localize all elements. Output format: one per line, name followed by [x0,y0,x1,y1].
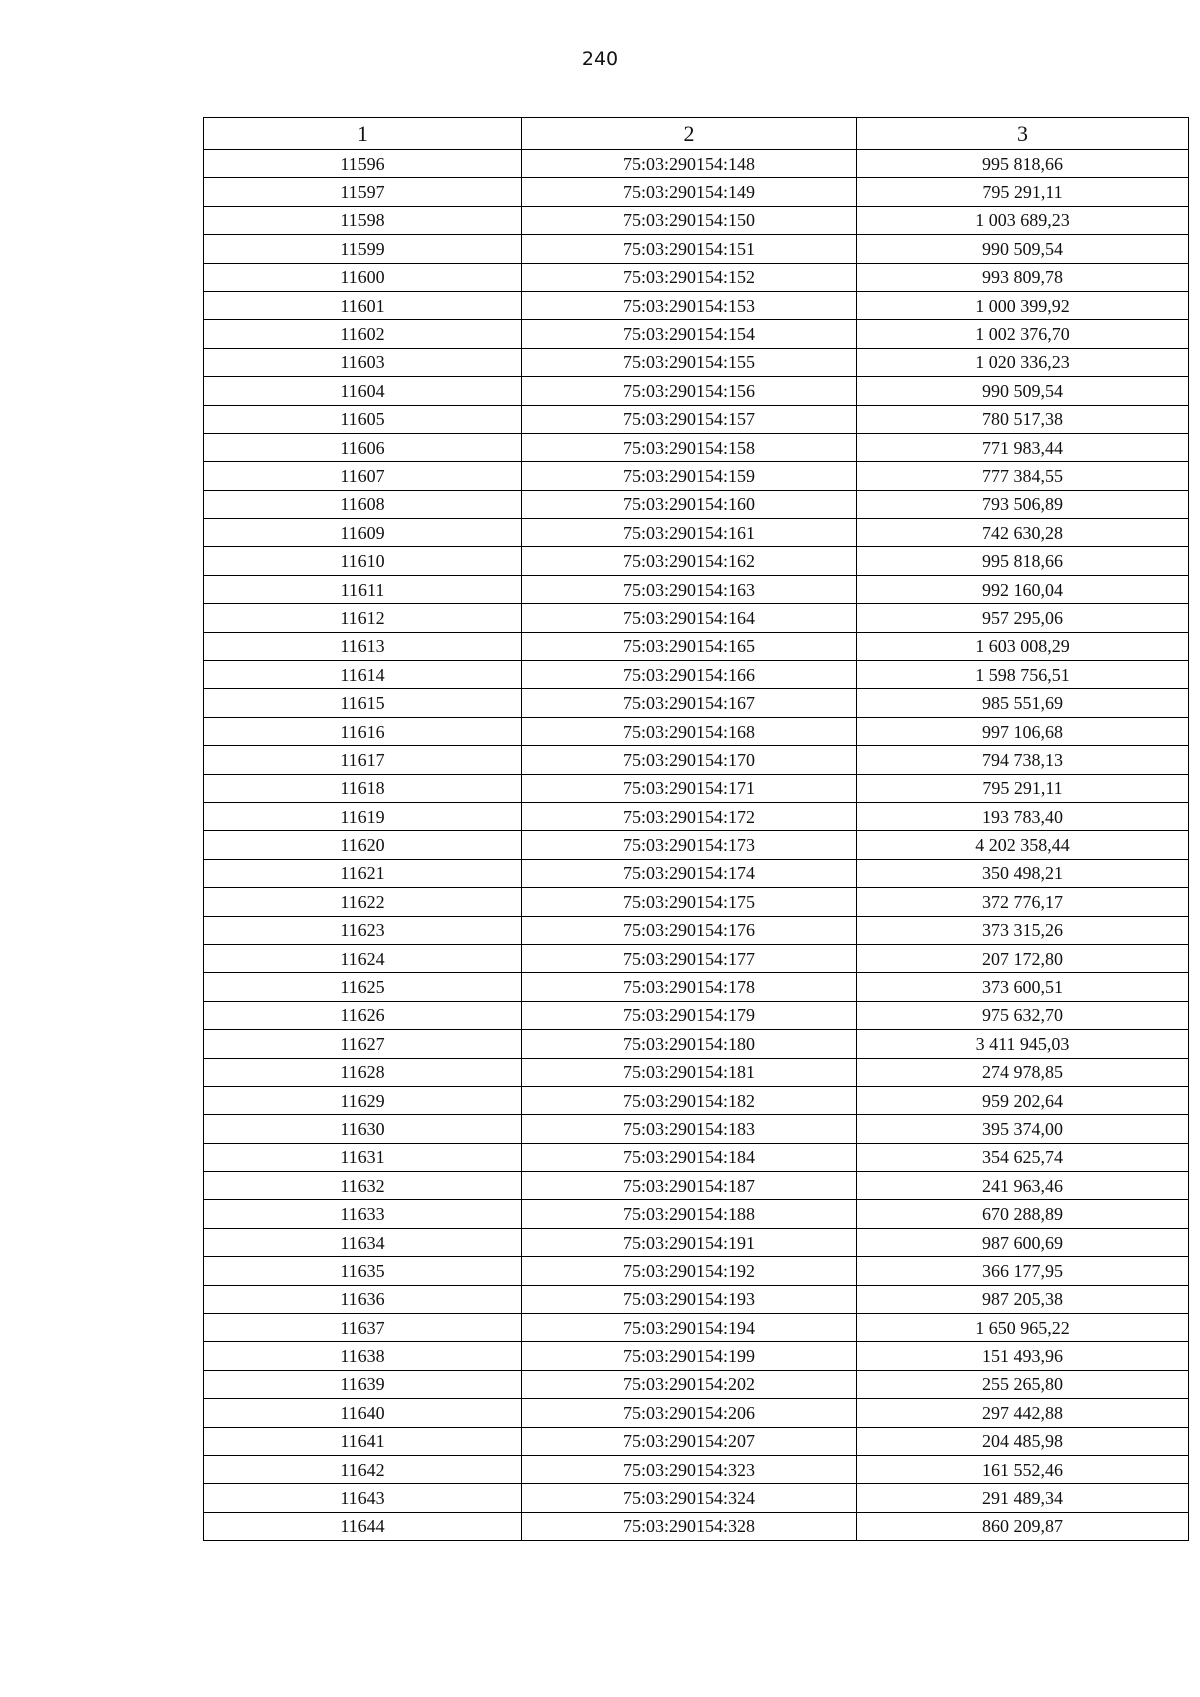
cadastral-number-cell: 75:03:290154:149 [522,178,857,206]
cadastral-number-cell: 75:03:290154:183 [522,1115,857,1143]
table-row [204,235,1189,263]
cadastral-number-cell: 75:03:290154:167 [522,689,857,717]
cadastral-number-cell: 75:03:290154:157 [522,405,857,433]
table-row [204,377,1189,405]
value-cell: 985 551,69 [857,689,1189,717]
value-cell: 993 809,78 [857,263,1189,291]
row-number-cell: 11609 [204,519,522,547]
value-cell: 193 783,40 [857,802,1189,830]
value-cell: 4 202 358,44 [857,831,1189,859]
table-row [204,632,1189,660]
value-cell: 975 632,70 [857,1001,1189,1029]
value-cell: 777 384,55 [857,462,1189,490]
row-number-cell: 11601 [204,291,522,319]
value-cell: 1 000 399,92 [857,291,1189,319]
cadastral-number-cell: 75:03:290154:153 [522,291,857,319]
value-cell: 366 177,95 [857,1257,1189,1285]
cadastral-number-cell: 75:03:290154:188 [522,1200,857,1228]
row-number-cell: 11610 [204,547,522,575]
value-cell: 990 509,54 [857,235,1189,263]
row-number-cell: 11633 [204,1200,522,1228]
table-row [204,1399,1189,1427]
cadastral-number-cell: 75:03:290154:148 [522,150,857,178]
cadastral-number-cell: 75:03:290154:159 [522,462,857,490]
row-number-cell: 11636 [204,1285,522,1313]
row-number-cell: 11634 [204,1228,522,1256]
value-cell: 771 983,44 [857,433,1189,461]
cadastral-number-cell: 75:03:290154:160 [522,490,857,518]
table-row [204,178,1189,206]
value-cell: 204 485,98 [857,1427,1189,1455]
row-number-cell: 11596 [204,150,522,178]
row-number-cell: 11600 [204,263,522,291]
value-cell: 990 509,54 [857,377,1189,405]
row-number-cell: 11608 [204,490,522,518]
value-cell: 161 552,46 [857,1455,1189,1483]
table-row [204,575,1189,603]
row-number-cell: 11598 [204,206,522,234]
row-number-cell: 11602 [204,320,522,348]
table-row [204,916,1189,944]
table-header-row [204,118,1189,150]
row-number-cell: 11623 [204,916,522,944]
table-row [204,888,1189,916]
cadastral-number-cell: 75:03:290154:324 [522,1484,857,1512]
row-number-cell: 11642 [204,1455,522,1483]
table-row [204,433,1189,461]
cadastral-number-cell: 75:03:290154:162 [522,547,857,575]
table-row [204,150,1189,178]
row-number-cell: 11631 [204,1143,522,1171]
cadastral-number-cell: 75:03:290154:173 [522,831,857,859]
table-row [204,462,1189,490]
cadastral-number-cell: 75:03:290154:168 [522,717,857,745]
value-cell: 1 020 336,23 [857,348,1189,376]
row-number-cell: 11629 [204,1086,522,1114]
table-row [204,604,1189,632]
row-number-cell: 11606 [204,433,522,461]
table-row [204,1285,1189,1313]
row-number-cell: 11619 [204,802,522,830]
cadastral-number-cell: 75:03:290154:175 [522,888,857,916]
row-number-cell: 11626 [204,1001,522,1029]
row-number-cell: 11632 [204,1172,522,1200]
value-cell: 1 003 689,23 [857,206,1189,234]
cadastral-number-cell: 75:03:290154:187 [522,1172,857,1200]
table-row [204,831,1189,859]
table-row [204,689,1189,717]
table-row [204,263,1189,291]
cadastral-number-cell: 75:03:290154:155 [522,348,857,376]
table-row [204,859,1189,887]
table-row [204,206,1189,234]
row-number-cell: 11628 [204,1058,522,1086]
cadastral-number-cell: 75:03:290154:191 [522,1228,857,1256]
cadastral-number-cell: 75:03:290154:156 [522,377,857,405]
value-cell: 995 818,66 [857,150,1189,178]
cadastral-number-cell: 75:03:290154:166 [522,661,857,689]
row-number-cell: 11617 [204,746,522,774]
value-cell: 957 295,06 [857,604,1189,632]
value-cell: 395 374,00 [857,1115,1189,1143]
cadastral-number-cell: 75:03:290154:172 [522,802,857,830]
row-number-cell: 11611 [204,575,522,603]
table-row [204,348,1189,376]
table-row [204,490,1189,518]
row-number-cell: 11630 [204,1115,522,1143]
table-row [204,1314,1189,1342]
row-number-cell: 11641 [204,1427,522,1455]
value-cell: 3 411 945,03 [857,1030,1189,1058]
value-cell: 373 315,26 [857,916,1189,944]
table-row [204,320,1189,348]
value-cell: 670 288,89 [857,1200,1189,1228]
value-cell: 959 202,64 [857,1086,1189,1114]
table-row [204,1455,1189,1483]
value-cell: 995 818,66 [857,547,1189,575]
row-number-cell: 11624 [204,944,522,972]
value-cell: 255 265,80 [857,1370,1189,1398]
cadastral-number-cell: 75:03:290154:176 [522,916,857,944]
table-row [204,746,1189,774]
value-cell: 1 002 376,70 [857,320,1189,348]
column-header-2: 2 [522,118,857,150]
row-number-cell: 11613 [204,632,522,660]
table-row [204,1086,1189,1114]
cadastral-number-cell: 75:03:290154:170 [522,746,857,774]
row-number-cell: 11603 [204,348,522,376]
table-row [204,717,1189,745]
table-row [204,1427,1189,1455]
cadastral-number-cell: 75:03:290154:161 [522,519,857,547]
cadastral-number-cell: 75:03:290154:180 [522,1030,857,1058]
value-cell: 354 625,74 [857,1143,1189,1171]
cadastral-number-cell: 75:03:290154:171 [522,774,857,802]
row-number-cell: 11627 [204,1030,522,1058]
cadastral-number-cell: 75:03:290154:328 [522,1512,857,1540]
row-number-cell: 11612 [204,604,522,632]
value-cell: 291 489,34 [857,1484,1189,1512]
value-cell: 987 600,69 [857,1228,1189,1256]
table-row [204,802,1189,830]
cadastral-number-cell: 75:03:290154:178 [522,973,857,1001]
value-cell: 742 630,28 [857,519,1189,547]
value-cell: 373 600,51 [857,973,1189,1001]
cadastral-number-cell: 75:03:290154:154 [522,320,857,348]
table-row [204,973,1189,1001]
table-row [204,1172,1189,1200]
row-number-cell: 11640 [204,1399,522,1427]
cadastral-number-cell: 75:03:290154:177 [522,944,857,972]
value-cell: 1 603 008,29 [857,632,1189,660]
cadastral-number-cell: 75:03:290154:192 [522,1257,857,1285]
row-number-cell: 11607 [204,462,522,490]
value-cell: 860 209,87 [857,1512,1189,1540]
cadastral-number-cell: 75:03:290154:163 [522,575,857,603]
cadastral-number-cell: 75:03:290154:184 [522,1143,857,1171]
table-row [204,405,1189,433]
value-cell: 274 978,85 [857,1058,1189,1086]
cadastral-number-cell: 75:03:290154:179 [522,1001,857,1029]
value-cell: 992 160,04 [857,575,1189,603]
table-row [204,1484,1189,1512]
cadastral-number-cell: 75:03:290154:202 [522,1370,857,1398]
table-row [204,1342,1189,1370]
value-cell: 795 291,11 [857,774,1189,802]
value-cell: 1 650 965,22 [857,1314,1189,1342]
table-row [204,1512,1189,1540]
row-number-cell: 11597 [204,178,522,206]
row-number-cell: 11622 [204,888,522,916]
row-number-cell: 11637 [204,1314,522,1342]
value-cell: 372 776,17 [857,888,1189,916]
column-header-3: 3 [857,118,1189,150]
table-row [204,519,1189,547]
cadastral-number-cell: 75:03:290154:151 [522,235,857,263]
cadastral-number-cell: 75:03:290154:182 [522,1086,857,1114]
table-row [204,291,1189,319]
row-number-cell: 11625 [204,973,522,1001]
table-row [204,1058,1189,1086]
table-row [204,1001,1189,1029]
row-number-cell: 11638 [204,1342,522,1370]
cadastral-number-cell: 75:03:290154:150 [522,206,857,234]
value-cell: 987 205,38 [857,1285,1189,1313]
row-number-cell: 11599 [204,235,522,263]
cadastral-number-cell: 75:03:290154:181 [522,1058,857,1086]
cadastral-number-cell: 75:03:290154:174 [522,859,857,887]
cadastral-number-cell: 75:03:290154:206 [522,1399,857,1427]
value-cell: 241 963,46 [857,1172,1189,1200]
value-cell: 795 291,11 [857,178,1189,206]
table-row [204,1030,1189,1058]
row-number-cell: 11620 [204,831,522,859]
row-number-cell: 11615 [204,689,522,717]
cadastral-number-cell: 75:03:290154:194 [522,1314,857,1342]
value-cell: 794 738,13 [857,746,1189,774]
table-row [204,944,1189,972]
value-cell: 297 442,88 [857,1399,1189,1427]
cadastral-number-cell: 75:03:290154:165 [522,632,857,660]
row-number-cell: 11639 [204,1370,522,1398]
row-number-cell: 11621 [204,859,522,887]
table-row [204,774,1189,802]
value-cell: 997 106,68 [857,717,1189,745]
row-number-cell: 11616 [204,717,522,745]
row-number-cell: 11618 [204,774,522,802]
table-body [204,150,1189,1541]
value-cell: 780 517,38 [857,405,1189,433]
row-number-cell: 11605 [204,405,522,433]
page-number: 240 [581,48,619,70]
row-number-cell: 11614 [204,661,522,689]
cadastral-number-cell: 75:03:290154:152 [522,263,857,291]
table-row [204,1370,1189,1398]
table-row [204,1143,1189,1171]
column-header-1: 1 [204,118,522,150]
value-cell: 1 598 756,51 [857,661,1189,689]
table-row [204,1257,1189,1285]
table-row [204,661,1189,689]
cadastral-number-cell: 75:03:290154:199 [522,1342,857,1370]
value-cell: 151 493,96 [857,1342,1189,1370]
row-number-cell: 11644 [204,1512,522,1540]
value-cell: 350 498,21 [857,859,1189,887]
row-number-cell: 11643 [204,1484,522,1512]
table-row [204,1228,1189,1256]
cadastral-number-cell: 75:03:290154:193 [522,1285,857,1313]
data-table [203,117,1189,1541]
value-cell: 207 172,80 [857,944,1189,972]
cadastral-number-cell: 75:03:290154:207 [522,1427,857,1455]
table-row [204,1200,1189,1228]
cadastral-number-cell: 75:03:290154:158 [522,433,857,461]
table-row [204,1115,1189,1143]
cadastral-number-cell: 75:03:290154:164 [522,604,857,632]
table-row [204,547,1189,575]
value-cell: 793 506,89 [857,490,1189,518]
cadastral-number-cell: 75:03:290154:323 [522,1455,857,1483]
row-number-cell: 11635 [204,1257,522,1285]
row-number-cell: 11604 [204,377,522,405]
